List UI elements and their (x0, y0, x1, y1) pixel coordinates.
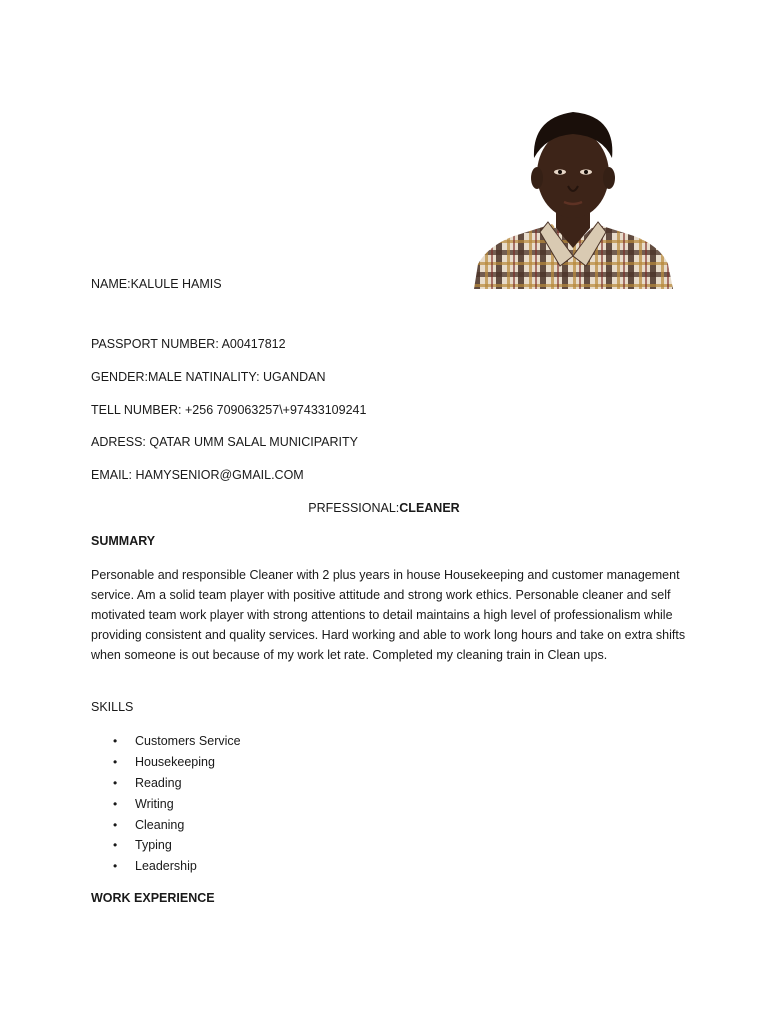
professional-label: PRFESSIONAL: (308, 501, 400, 515)
skill-text: Customers Service (135, 734, 241, 748)
skill-text: Housekeeping (135, 754, 215, 769)
profile-photo (474, 96, 673, 289)
summary-paragraph: Personable and responsible Cleaner with 2 plus years in house Housekeeping and customer management service. Am a solid team player with positive attitude and strong work ethics. Personable cleaner and self motivated team work player with strong attentions to detail maintains a high level of professionalism while providing consistent and quality services. Hard working and able to work long hours and take on extra shifts when someone is out because of my work let rate. Completed my cleaning train in Clean ups. (91, 568, 686, 662)
skill-text: Leadership (135, 859, 197, 874)
email-line: EMAIL: HAMYSENIOR@GMAIL.COM (91, 468, 304, 482)
skill-text: Writing (135, 796, 174, 811)
bullet-icon: • (113, 734, 118, 748)
bullet-icon: • (113, 859, 118, 874)
bullet-icon: • (113, 817, 118, 832)
bullet-icon: • (113, 796, 118, 811)
telephone-line: TELL NUMBER: +256 709063257\+97433109241 (91, 403, 367, 417)
skill-text: Typing (135, 838, 172, 853)
address-line: ADRESS: QATAR UMM SALAL MUNICIPARITY (91, 435, 358, 449)
professional-value: CLEANER (399, 501, 460, 515)
name-line: NAME:KALULE HAMIS (91, 277, 222, 291)
gender-nationality-line: GENDER:MALE NATINALITY: UGANDAN (91, 370, 326, 384)
skills-heading: SKILLS (91, 700, 134, 714)
professional-line (0, 500, 768, 516)
work-experience-heading: WORK EXPERIENCE (91, 891, 215, 905)
bullet-icon: • (113, 754, 118, 769)
skill-text: Reading (135, 775, 182, 790)
summary-heading: SUMMARY (91, 534, 156, 548)
passport-line: PASSPORT NUMBER: A00417812 (91, 337, 286, 351)
bullet-icon: • (113, 775, 118, 790)
portrait-illustration (474, 96, 673, 289)
bullet-icon: • (113, 838, 118, 853)
skill-text: Cleaning (135, 817, 185, 832)
